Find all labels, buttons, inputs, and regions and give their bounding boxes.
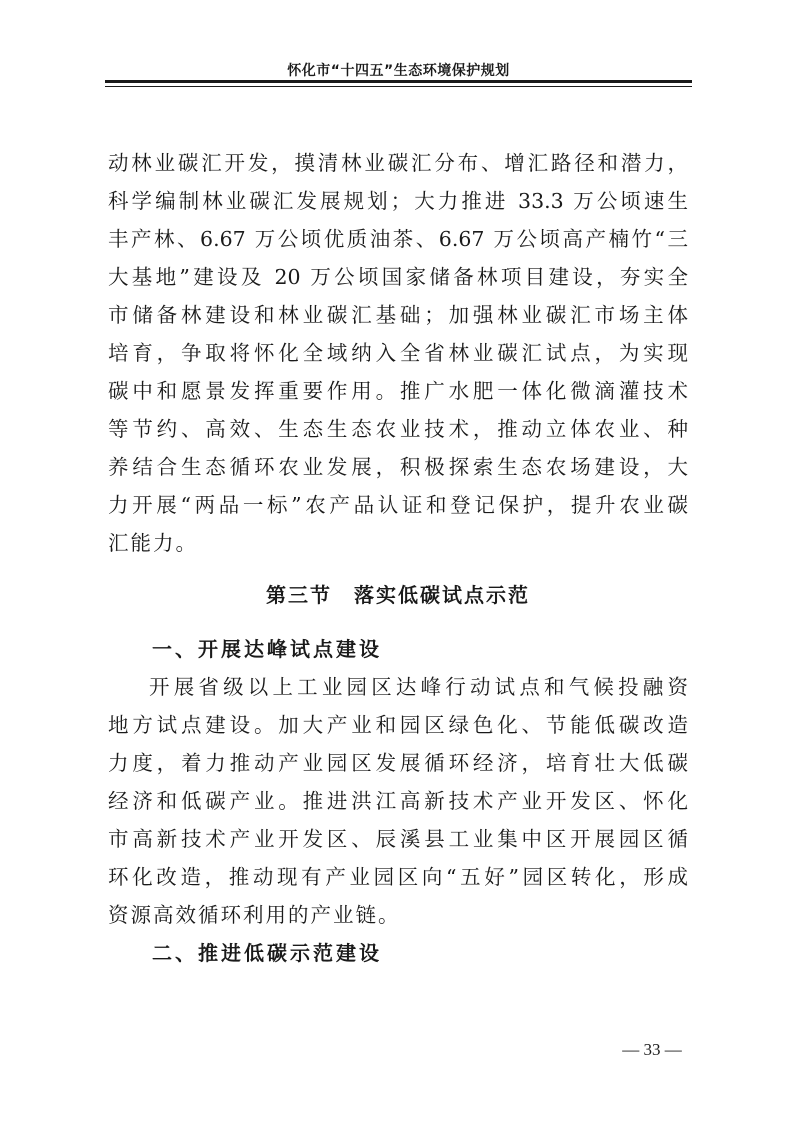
text-line: 力度，着力推动产业园区发展循环经济，培育壮大低碳 bbox=[108, 751, 688, 775]
text-line: 汇能力。 bbox=[108, 531, 198, 555]
subsection-heading: 二、推进低碳示范建设 bbox=[152, 941, 382, 965]
text-line: 市高新技术产业开发区、辰溪县工业集中区开展园区循 bbox=[108, 827, 688, 851]
text-line: 丰产林、6.67 万公顷优质油茶、6.67 万公顷高产楠竹“三 bbox=[108, 227, 688, 251]
text-line: 动林业碳汇开发，摸清林业碳汇分布、增汇路径和潜力， bbox=[108, 151, 688, 175]
text-line: 养结合生态循环农业发展，积极探索生态农场建设，大 bbox=[108, 455, 688, 479]
text-line: 开展省级以上工业园区达峰行动试点和气候投融资 bbox=[149, 675, 688, 699]
text-line: 地方试点建设。加大产业和园区绿色化、节能低碳改造 bbox=[108, 713, 688, 737]
page-number: — 33 — bbox=[622, 1040, 682, 1059]
text-line: 科学编制林业碳汇发展规划；大力推进 33.3 万公顷速生 bbox=[108, 189, 688, 213]
header-rule bbox=[105, 80, 692, 83]
text-line: 市储备林建设和林业碳汇基础；加强林业碳汇市场主体 bbox=[108, 303, 688, 327]
running-header: 怀化市“十四五”生态环境保护规划 bbox=[287, 63, 510, 79]
text-line: 碳中和愿景发挥重要作用。推广水肥一体化微滴灌技术 bbox=[108, 379, 688, 403]
text-line: 环化改造，推动现有产业园区向“五好”园区转化，形成 bbox=[108, 865, 688, 889]
subsection-heading: 一、开展达峰试点建设 bbox=[152, 637, 382, 661]
text-line: 等节约、高效、生态生态农业技术，推动立体农业、种 bbox=[108, 417, 688, 441]
text-line: 力开展“两品一标”农产品认证和登记保护，提升农业碳 bbox=[108, 493, 688, 517]
section-title: 第三节 落实低碳试点示范 bbox=[266, 583, 530, 607]
header-rule-thin bbox=[105, 86, 692, 87]
text-line: 经济和低碳产业。推进洪江高新技术产业开发区、怀化 bbox=[108, 789, 688, 813]
text-line: 大基地”建设及 20 万公顷国家储备林项目建设，夯实全 bbox=[108, 265, 688, 289]
text-line: 资源高效循环利用的产业链。 bbox=[108, 903, 401, 927]
text-line: 培育，争取将怀化全域纳入全省林业碳汇试点，为实现 bbox=[108, 341, 688, 365]
